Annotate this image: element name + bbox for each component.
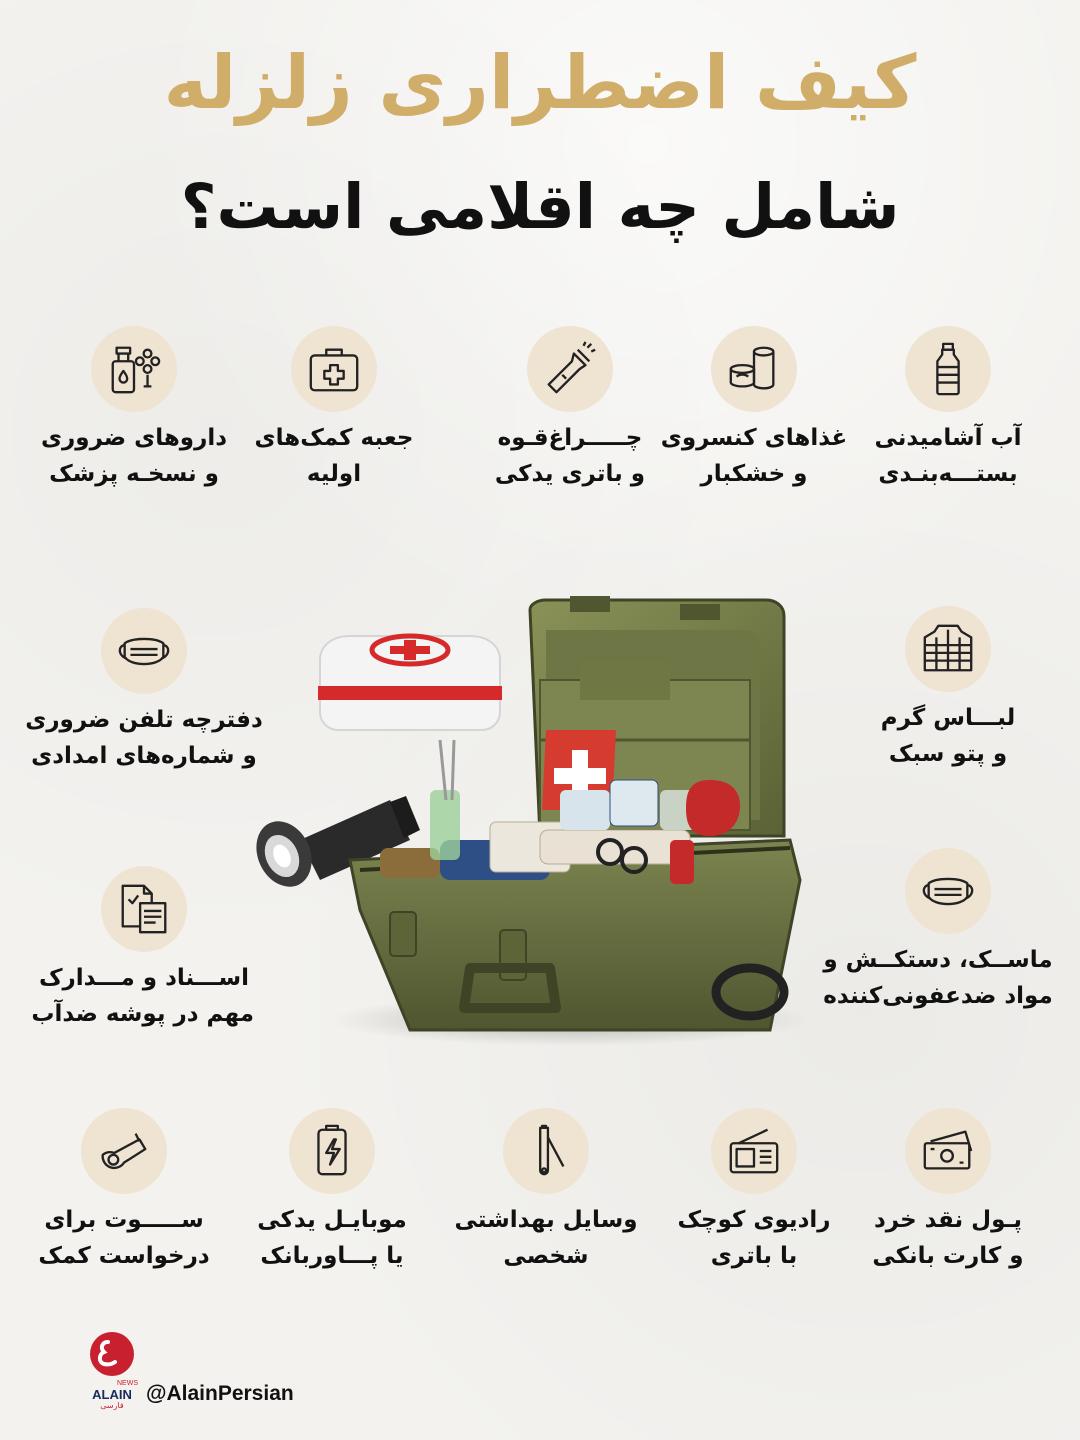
item-line1: ســـــوت برای: [44, 1207, 204, 1233]
face-mask-icon: [905, 848, 991, 934]
item-line2: و پتو سبک: [888, 741, 1008, 767]
item-line1: رادیوی کوچک: [677, 1207, 831, 1233]
item-line2: با باتری: [710, 1243, 798, 1269]
item-documents: [31, 866, 254, 1032]
page-title: کیف اضطراری زلزله: [163, 40, 917, 126]
item-line1: جعبه کمک‌های: [254, 425, 414, 451]
item-radio: [644, 1108, 864, 1274]
emergency-kit-illustration: [240, 590, 820, 1050]
item-line2: و شماره‌های امدادی: [31, 743, 257, 769]
face-mask-icon: [101, 608, 187, 694]
item-warm-clothes: [838, 606, 1058, 772]
item-line2: و باتری یدکی: [494, 461, 646, 487]
item-line2: شخصی: [503, 1243, 589, 1269]
item-medicine: [24, 326, 244, 492]
item-line2: و خشکبار: [700, 461, 808, 487]
item-line2: و کارت بانکی: [872, 1243, 1024, 1269]
item-line2: بستـــه‌بنـدی: [878, 461, 1018, 487]
medicine-icon: [91, 326, 177, 412]
item-line2: درخواست کمک: [38, 1243, 210, 1269]
item-line1: غذاهای کنسروی: [660, 425, 848, 451]
item-line1: چـــــراغ‌قـوه: [497, 425, 643, 451]
item-water: [838, 326, 1058, 492]
item-line1: لبـــاس گرم: [880, 705, 1016, 731]
first-aid-box-icon: [291, 326, 377, 412]
item-line1: داروهای ضروری: [40, 425, 228, 451]
item-line2: مواد ضدعفونی‌کننده: [823, 983, 1053, 1009]
item-line1: دفترچه تلفن ضروری: [25, 707, 263, 733]
item-line2: و نسخـه پزشک: [49, 461, 219, 487]
item-powerbank: [222, 1108, 442, 1274]
nail-clipper-icon: [503, 1108, 589, 1194]
item-line2: مهم در پوشه ضدآب: [31, 1001, 254, 1027]
logo-wordmark: [86, 1380, 138, 1411]
radio-icon: [711, 1108, 797, 1194]
item-flashlight: [460, 326, 680, 492]
item-mask-gloves: [823, 848, 1058, 1014]
logo-text: ALAIN: [92, 1387, 132, 1402]
item-first-aid: [224, 326, 444, 492]
item-whistle: [14, 1108, 234, 1274]
water-bottle-icon: [905, 326, 991, 412]
white-first-aid-box: [318, 636, 502, 730]
item-line2: یا پـــاوربانک: [260, 1243, 404, 1269]
page-subtitle: شامل چه اقلامی است؟: [180, 170, 900, 243]
item-line1: اســـناد و مـــدارک: [38, 965, 249, 991]
item-phonebook: [25, 608, 263, 774]
jacket-icon: [905, 606, 991, 692]
item-line1: ماســک، دستکــش و: [823, 947, 1053, 973]
cash-icon: [905, 1108, 991, 1194]
item-line1: پـول نقد خرد: [873, 1207, 1023, 1233]
logo-subtext: NEWS: [117, 1380, 138, 1387]
item-cash: [838, 1108, 1058, 1274]
logo-lang: فارسی: [100, 1401, 124, 1410]
item-line1: آب آشامیدنی: [874, 425, 1022, 451]
item-line1: وسایل بهداشتی: [454, 1207, 638, 1233]
canned-food-icon: [711, 326, 797, 412]
documents-icon: [101, 866, 187, 952]
power-bank-icon: [289, 1108, 375, 1194]
item-line2: اولیه: [306, 461, 362, 487]
item-hygiene: [436, 1108, 656, 1274]
whistle-icon: [81, 1108, 167, 1194]
social-handle[interactable]: @AlainPersian: [146, 1382, 294, 1405]
item-line1: موبایـل یدکی: [257, 1207, 407, 1233]
flashlight-icon: [527, 326, 613, 412]
